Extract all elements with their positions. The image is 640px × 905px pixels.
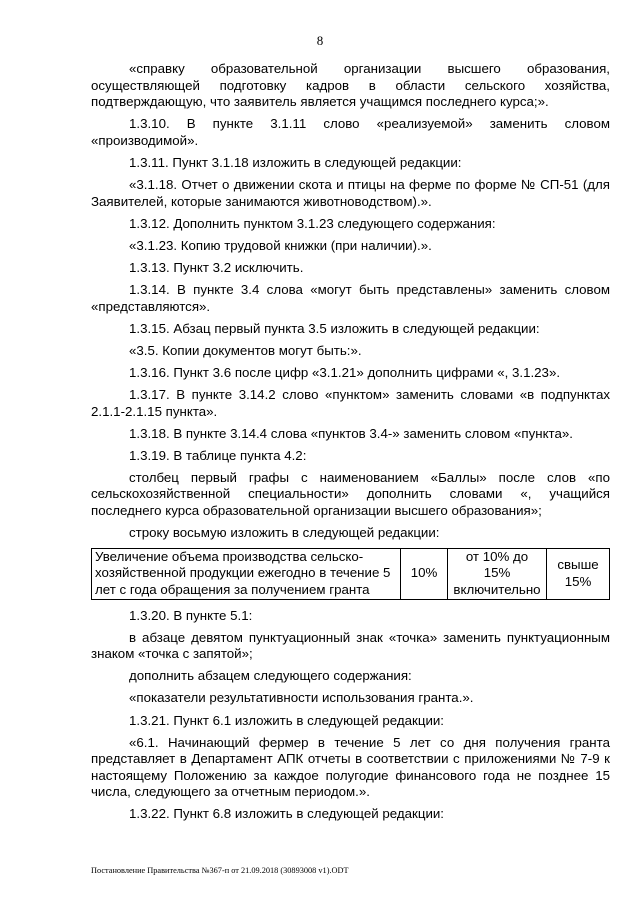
table-row bbox=[92, 548, 610, 599]
paragraph: строку восьмую изложить в следующей редакции: bbox=[129, 525, 440, 541]
paragraph: столбец первый графы с наименованием «Баллы» после слов «по сельскохозяйственной специальности» дополнить словами «, учащийся последнего курса образовательной организации высшего образования»; bbox=[91, 469, 610, 519]
paragraph: в абзаце девятом пунктуационный знак «точка» заменить пунктуационным знаком «точка с запятой»; bbox=[91, 629, 610, 662]
page-number: 8 bbox=[316, 33, 324, 48]
amendment-table bbox=[91, 548, 610, 600]
document-body bbox=[91, 61, 610, 829]
paragraph: «3.1.23. Копию трудовой книжки (при наличии).». bbox=[129, 237, 432, 253]
paragraph: 1.3.20. В пункте 5.1: bbox=[129, 607, 253, 623]
document-footer: Постановление Правительства №367-п от 21.09.2018 (30893008 v1).ODT bbox=[91, 866, 349, 875]
paragraph: 1.3.14. В пункте 3.4 слова «могут быть представлены» заменить словом «представляются». bbox=[91, 282, 610, 314]
paragraph: «3.1.18. Отчет о движении скота и птицы на ферме по форме № СП-51 (для Заявителей, которые занимаются животноводством).». bbox=[91, 177, 610, 209]
paragraph: «справку образовательной организации высшего образования, осуществляющей подготовку кадров в области сельского хозяйства, подтверждающую, что заявитель является учащимся последнего курса;». bbox=[91, 61, 610, 110]
table-cell: от 10% до 15% включительно bbox=[448, 548, 547, 599]
paragraph: 1.3.12. Дополнить пунктом 3.1.23 следующего содержания: bbox=[129, 215, 496, 231]
paragraph: 1.3.10. В пункте 3.1.11 слово «реализуемой» заменить словом «производимой». bbox=[91, 116, 610, 148]
paragraph: 1.3.11. Пункт 3.1.18 изложить в следующей редакции: bbox=[129, 154, 462, 170]
paragraph: 1.3.15. Абзац первый пункта 3.5 изложить в следующей редакции: bbox=[129, 320, 540, 336]
paragraph: «6.1. Начинающий фермер в течение 5 лет со дня получения гранта представляет в Департамент АПК отчеты в соответствии с приложениями № 7-9 к настоящему Положению за каждое полугодие финансового года не позднее 15 числа, следующего за отчетным периодом.». bbox=[91, 734, 610, 800]
paragraph: 1.3.13. Пункт 3.2 исключить. bbox=[129, 259, 304, 275]
paragraph: «3.5. Копии документов могут быть:». bbox=[129, 342, 362, 358]
paragraph: 1.3.16. Пункт 3.6 после цифр «3.1.21» дополнить цифрами «, 3.1.23». bbox=[129, 364, 561, 380]
paragraph: 1.3.18. В пункте 3.14.4 слова «пунктов 3.4-» заменить словом «пункта». bbox=[129, 425, 573, 441]
table-cell: Увеличение объема производства сельско-хозяйственной продукции ежегодно в течение 5 лет с года обращения за получением гранта bbox=[92, 548, 401, 599]
paragraph: дополнить абзацем следующего содержания: bbox=[129, 668, 412, 684]
paragraph: «показатели результативности использования гранта.». bbox=[129, 690, 474, 706]
table-cell: свыше 15% bbox=[547, 548, 610, 599]
paragraph: 1.3.19. В таблице пункта 4.2: bbox=[129, 447, 307, 463]
paragraph: 1.3.22. Пункт 6.8 изложить в следующей редакции: bbox=[129, 806, 444, 822]
paragraph: 1.3.21. Пункт 6.1 изложить в следующей редакции: bbox=[129, 712, 444, 728]
table-cell: 10% bbox=[401, 548, 448, 599]
paragraph: 1.3.17. В пункте 3.14.2 слово «пунктом» заменить словами «в подпунктах 2.1.1-2.1.15 пункта». bbox=[91, 387, 610, 419]
